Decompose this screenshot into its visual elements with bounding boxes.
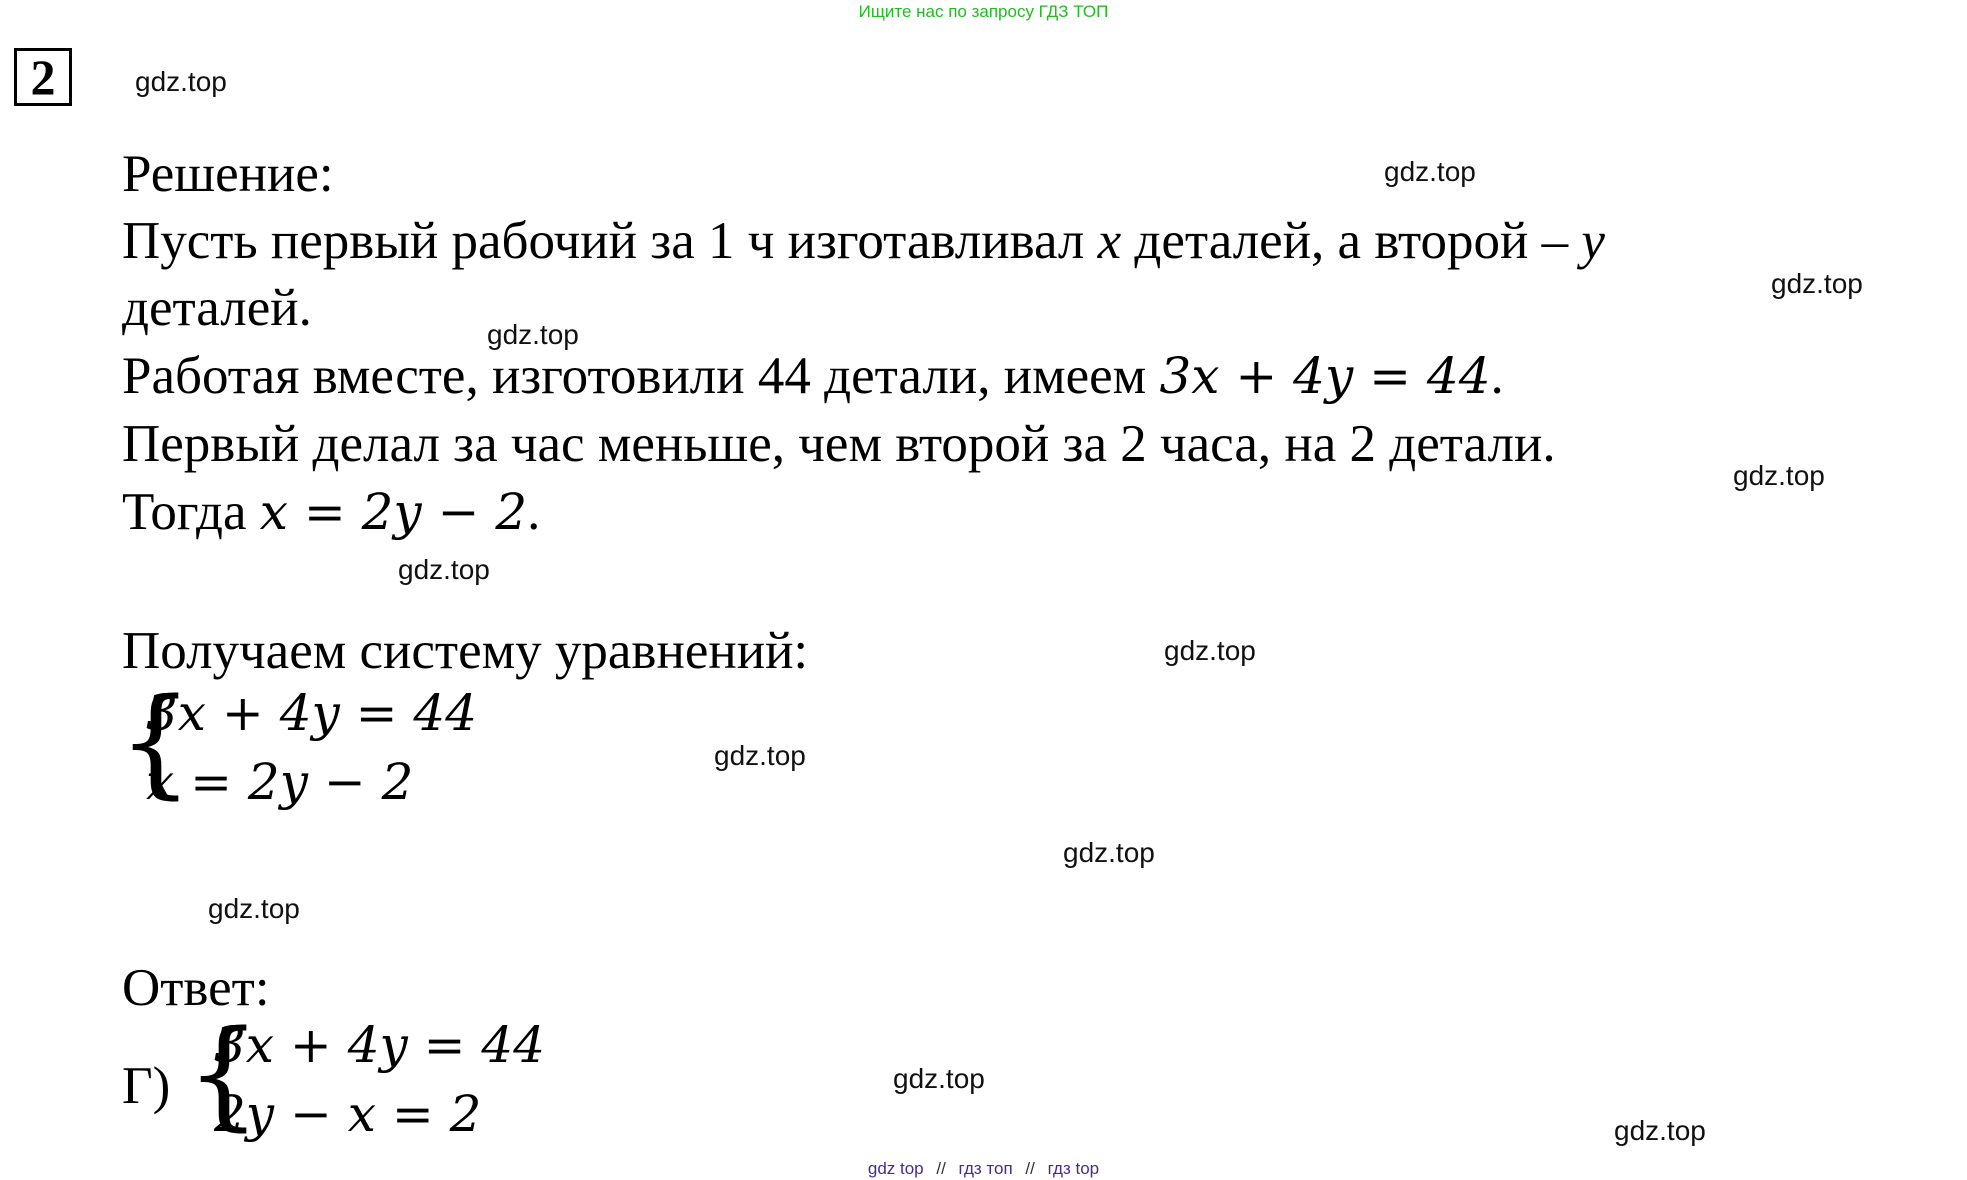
- footer-link-1[interactable]: gdz top: [867, 1159, 924, 1178]
- watermark: gdz.top: [487, 319, 579, 350]
- equation-relation: x = 2y − 2: [259, 483, 528, 541]
- task-number: 2: [14, 48, 72, 106]
- system-heading: Получаем систему уравнений:: [122, 622, 809, 680]
- footer-separator: //: [936, 1159, 946, 1178]
- watermark: gdz.top: [1164, 635, 1256, 666]
- footer-separator: //: [1025, 1159, 1035, 1178]
- line1-text-b: деталей, а второй –: [1134, 212, 1569, 270]
- answer-brace: {: [186, 1004, 262, 1142]
- watermark: gdz.top: [1771, 268, 1863, 299]
- search-banner[interactable]: Ищите нас по запросу ГДЗ ТОП: [858, 2, 1109, 21]
- solution-line-1: [122, 212, 1605, 270]
- system-brace: {: [118, 672, 194, 810]
- watermark: gdz.top: [1384, 156, 1476, 187]
- watermark: gdz.top: [398, 554, 490, 585]
- line3-text: Работая вместе, изготовили 44 детали, имеем: [122, 347, 1147, 405]
- watermark: gdz.top: [714, 740, 806, 771]
- line5-text: Тогда: [122, 483, 247, 541]
- footer-link-3[interactable]: гдз top: [1047, 1159, 1100, 1178]
- line5-end: .: [527, 483, 541, 541]
- solution-line-4: Первый делал за час меньше, чем второй за 2 часа, на 2 детали.: [122, 415, 1556, 473]
- answer-equation-1: 3x + 4y = 44: [214, 1016, 546, 1074]
- system-equation-2: x = 2y − 2: [146, 753, 414, 811]
- answer-heading: Ответ:: [122, 959, 270, 1017]
- watermark: gdz.top: [1614, 1115, 1706, 1146]
- solution-line-5: [122, 483, 541, 541]
- system-equation-1: 3x + 4y = 44: [146, 684, 478, 742]
- equation-sum: 3x + 4y = 44: [1159, 347, 1491, 405]
- line3-end: .: [1490, 347, 1504, 405]
- solution-heading: Решение:: [122, 145, 334, 203]
- watermark: gdz.top: [208, 893, 300, 924]
- solution-line-3: [122, 347, 1504, 405]
- footer-links: [0, 1159, 1967, 1179]
- watermark: gdz.top: [135, 66, 227, 97]
- footer-link-2[interactable]: гдз топ: [958, 1159, 1013, 1178]
- solution-line-2: деталей.: [122, 279, 312, 337]
- watermark: gdz.top: [1063, 837, 1155, 868]
- var-x: x: [1097, 212, 1122, 270]
- line1-text-a: Пусть первый рабочий за 1 ч изготавливал: [122, 212, 1085, 270]
- answer-equation-2: 2y − x = 2: [214, 1085, 482, 1143]
- watermark: gdz.top: [1733, 460, 1825, 491]
- answer-option-letter: Г): [122, 1057, 171, 1115]
- watermark: gdz.top: [893, 1063, 985, 1094]
- var-y: y: [1581, 212, 1605, 270]
